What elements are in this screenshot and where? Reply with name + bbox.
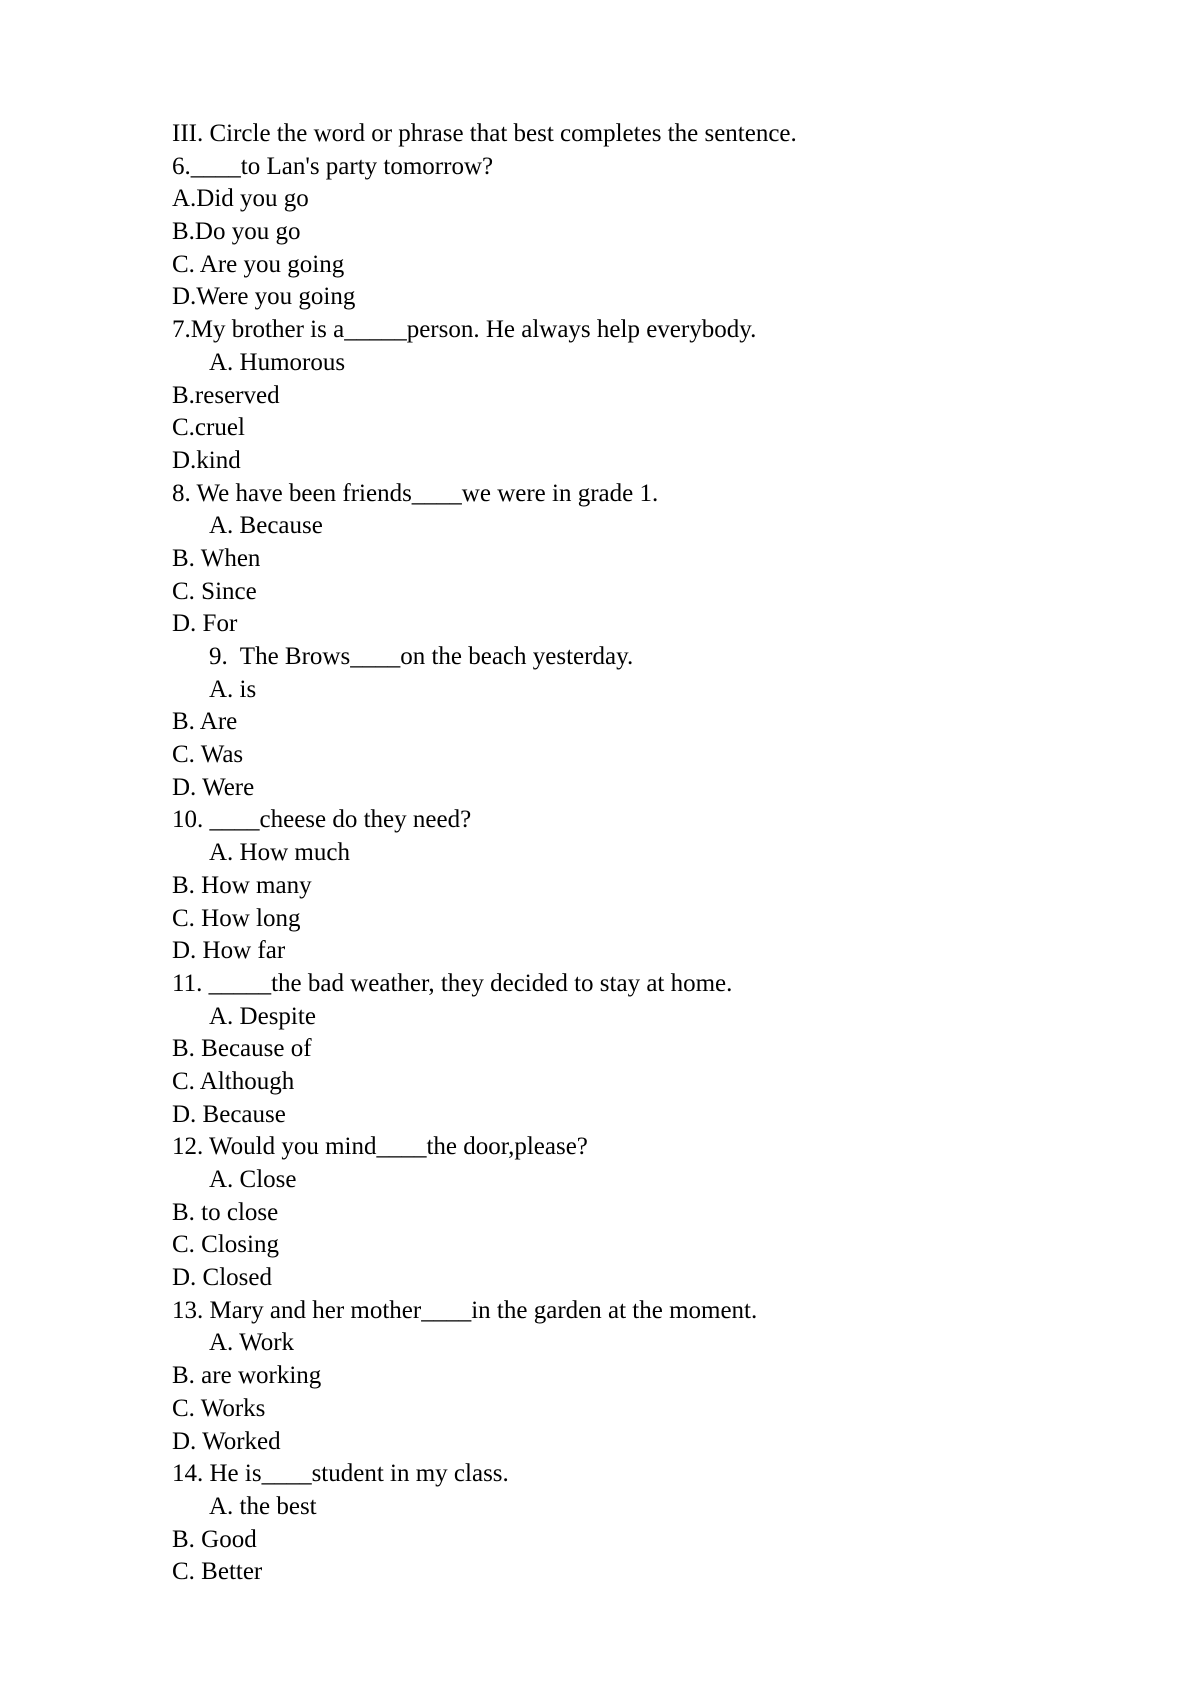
option-d: D.kind: [172, 446, 241, 474]
option-c: C. How long: [172, 904, 301, 932]
option-b: B. When: [172, 544, 261, 572]
option-c: C. Works: [172, 1394, 266, 1422]
option-b: B. Because of: [172, 1035, 312, 1063]
option-a: A. Humorous: [209, 348, 346, 376]
question-stem: 7.My brother is a_____person. He always help everybody.: [172, 316, 757, 344]
question-stem: 14. He is____student in my class.: [172, 1460, 509, 1488]
question-stem: 9. The Brows____on the beach yesterday.: [209, 643, 634, 670]
option-d: D. Worked: [172, 1427, 281, 1455]
option-d: D.Were you going: [172, 283, 356, 311]
option-b: B. to close: [172, 1198, 279, 1226]
option-b: B. Good: [172, 1525, 257, 1553]
option-a: A. Despite: [209, 1002, 316, 1030]
option-c: C. Since: [172, 577, 257, 605]
option-b: B. Are: [172, 708, 238, 736]
option-a: A. How much: [209, 839, 350, 867]
question-stem: 13. Mary and her mother____in the garden at the moment.: [172, 1296, 758, 1324]
question-stem: 8. We have been friends____we were in grade 1.: [172, 479, 659, 507]
option-c: C. Although: [172, 1067, 295, 1095]
option-b: B.Do you go: [172, 218, 301, 246]
option-d: D. Closed: [172, 1264, 272, 1292]
option-c: C. Better: [172, 1558, 263, 1586]
option-a: A. Because: [209, 512, 323, 540]
option-c: C.cruel: [172, 414, 245, 442]
question-stem: 6.____to Lan's party tomorrow?: [172, 152, 494, 180]
option-a: A. Work: [209, 1329, 295, 1357]
option-a: A. Close: [209, 1166, 297, 1193]
question-stem: 12. Would you mind____the door,please?: [172, 1133, 588, 1161]
option-d: D. How far: [172, 937, 286, 965]
option-b: B.reserved: [172, 381, 280, 409]
option-c: C. Closing: [172, 1231, 279, 1259]
option-a: A. the best: [209, 1492, 317, 1520]
option-d: D. Because: [172, 1100, 286, 1128]
option-c: C. Was: [172, 741, 244, 769]
option-a: A. is: [209, 675, 257, 703]
option-d: D. Were: [172, 773, 255, 801]
section-heading: III. Circle the word or phrase that best completes the sentence.: [172, 120, 797, 147]
option-b: B. are working: [172, 1362, 322, 1390]
option-b: B. How many: [172, 871, 312, 899]
question-stem: 11. _____the bad weather, they decided to stay at home.: [172, 969, 733, 997]
option-d: D. For: [172, 610, 238, 638]
worksheet-content: [172, 118, 1132, 1589]
option-c: C. Are you going: [172, 250, 345, 278]
question-stem: 10. ____cheese do they need?: [172, 806, 472, 834]
option-a: A.Did you go: [172, 185, 309, 213]
